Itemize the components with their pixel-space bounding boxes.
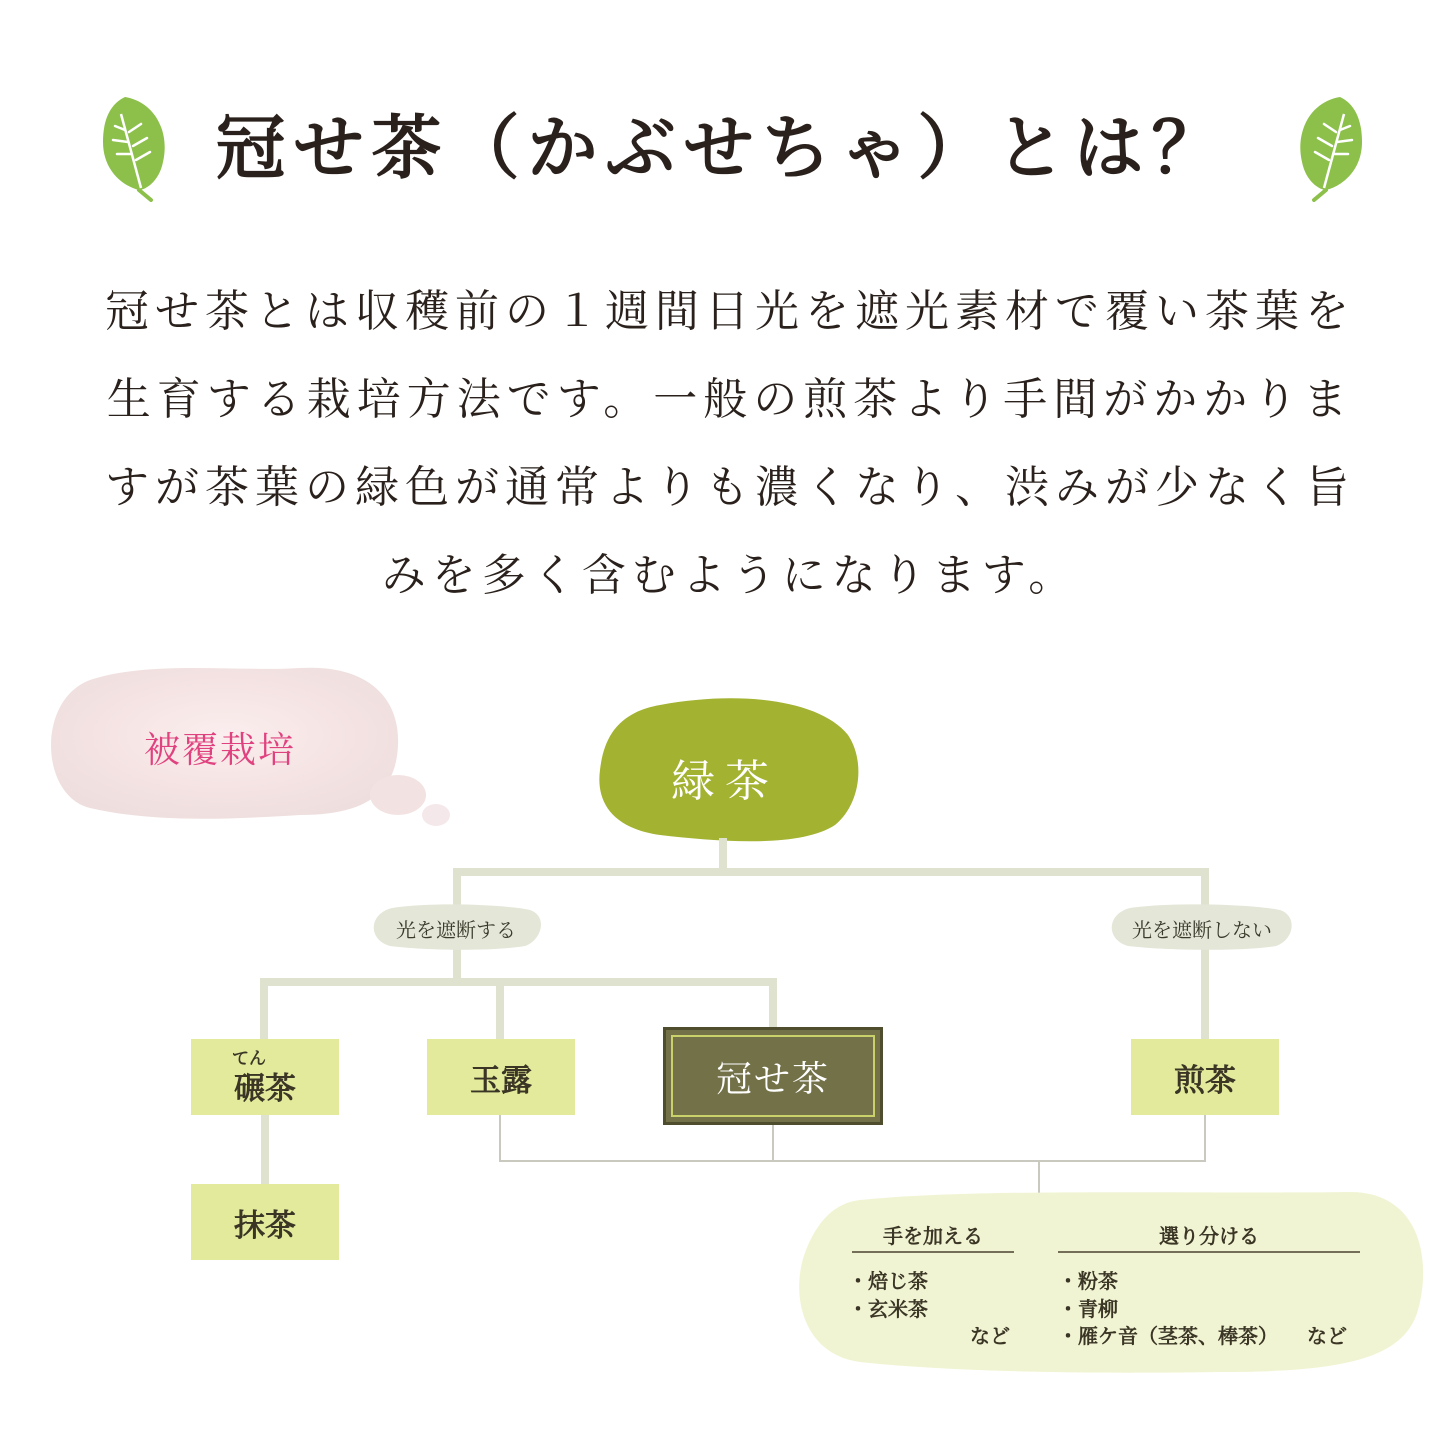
root-label: 緑茶: [671, 756, 779, 807]
node-label: 玉露: [470, 1062, 532, 1099]
intro-line: 生育する栽培方法です。一般の煎茶より手間がかかりま: [106, 374, 1354, 425]
panel-etc: など: [970, 1324, 1010, 1348]
intro-line: みを多く含むようになります。: [381, 550, 1079, 601]
panel-etc: など: [1307, 1324, 1347, 1348]
node-matcha: [191, 1184, 339, 1260]
node-kabusecha: [663, 1027, 883, 1125]
node-gyokuro: [427, 1039, 575, 1115]
node-label: 冠せ茶: [715, 1058, 830, 1100]
panel-item: ・玄米茶: [848, 1297, 928, 1321]
connector-lines: [264, 838, 1205, 1185]
node-label: 碾茶: [234, 1070, 296, 1107]
node-sencha: [1131, 1039, 1279, 1115]
panel-item: ・青柳: [1058, 1297, 1118, 1321]
node-label: 煎茶: [1174, 1062, 1236, 1099]
panel-item: ・雁ケ音（茎茶、棒茶）: [1058, 1324, 1278, 1348]
panel-heading-sort: 選り分ける: [1159, 1224, 1259, 1248]
panel-heading-process: 手を加える: [883, 1224, 983, 1248]
branch-label-shade: 光を遮断する: [396, 918, 516, 942]
page-title: 冠せ茶（かぶせちゃ）とは？: [215, 107, 1230, 189]
tencha-ruby: てん: [232, 1049, 266, 1069]
intro-line: すが茶葉の緑色が通常よりも濃くなり、渋みが少なく旨: [105, 462, 1355, 513]
panel-item: ・焙じ茶: [848, 1269, 928, 1293]
panel-item: ・粉茶: [1058, 1269, 1118, 1293]
branch-label-no-shade: 光を遮断しない: [1132, 918, 1272, 942]
node-label: 抹茶: [234, 1207, 296, 1244]
merge-lines: [500, 1115, 1205, 1195]
cloud-label: 被覆栽培: [143, 730, 296, 771]
intro-line: 冠せ茶とは収穫前の１週間日光を遮光素材で覆い茶葉を: [105, 286, 1355, 337]
